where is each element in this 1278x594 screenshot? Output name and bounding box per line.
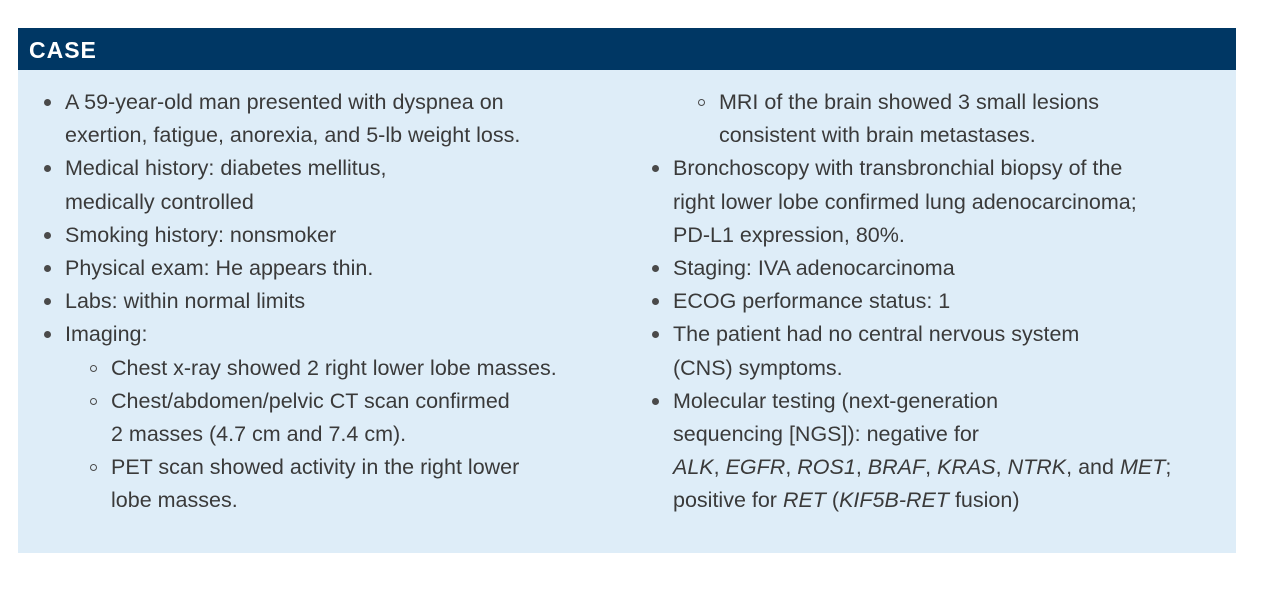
sub-list-item: Chest x-ray showed 2 right lower lobe masses. [44, 352, 624, 385]
gene-met: MET [1119, 455, 1166, 480]
gene-kras: KRAS [937, 455, 996, 480]
list-item: Smoking history: nonsmoker [44, 219, 624, 252]
gene-ros1: ROS1 [797, 455, 856, 480]
gene-alk: ALK [673, 455, 714, 480]
list-item: A 59-year-old man presented with dyspnea on exertion, fatigue, anorexia, and 5-lb weight loss. [44, 86, 624, 152]
list-item: Imaging: [44, 318, 624, 351]
left-column [44, 86, 624, 518]
molecular-testing-item: Molecular testing (next-generation sequencing [NGS]): negative for ALK, EGFR, ROS1, BRAF, KRAS, NTRK, and MET; positive for RET (KIF5B-RET fusion) [652, 385, 1222, 518]
list-item: ECOG performance status: 1 [652, 285, 1222, 318]
right-bullet-list [652, 86, 1222, 518]
gene-list-line: ALK, EGFR, ROS1, BRAF, KRAS, NTRK, and MET; [673, 455, 1172, 480]
list-item: Labs: within normal limits [44, 285, 624, 318]
list-item: Staging: IVA adenocarcinoma [652, 252, 1222, 285]
sub-list-item: Chest/abdomen/pelvic CT scan confirmed 2 masses (4.7 cm and 7.4 cm). [44, 385, 624, 451]
left-bullet-list [44, 86, 624, 518]
gene-ntrk: NTRK [1007, 455, 1067, 480]
list-item: The patient had no central nervous system (CNS) symptoms. [652, 318, 1222, 384]
gene-kif5b-ret: KIF5B-RET [839, 488, 949, 513]
list-item: Bronchoscopy with transbronchial biopsy of the right lower lobe confirmed lung adenocarcinoma; PD-L1 expression, 80%. [652, 152, 1222, 252]
right-column [652, 86, 1222, 518]
sub-list-item: PET scan showed activity in the right lower lobe masses. [44, 451, 624, 517]
gene-egfr: EGFR [725, 455, 786, 480]
list-item: Physical exam: He appears thin. [44, 252, 624, 285]
case-header: CASE [18, 28, 1236, 70]
positive-line: positive for RET (KIF5B-RET fusion) [673, 488, 1020, 513]
case-box [18, 28, 1236, 553]
list-item: Medical history: diabetes mellitus, medically controlled [44, 152, 624, 218]
sub-list-item: MRI of the brain showed 3 small lesions consistent with brain metastases. [652, 86, 1222, 152]
gene-braf: BRAF [867, 455, 926, 480]
gene-ret: RET [782, 488, 826, 513]
